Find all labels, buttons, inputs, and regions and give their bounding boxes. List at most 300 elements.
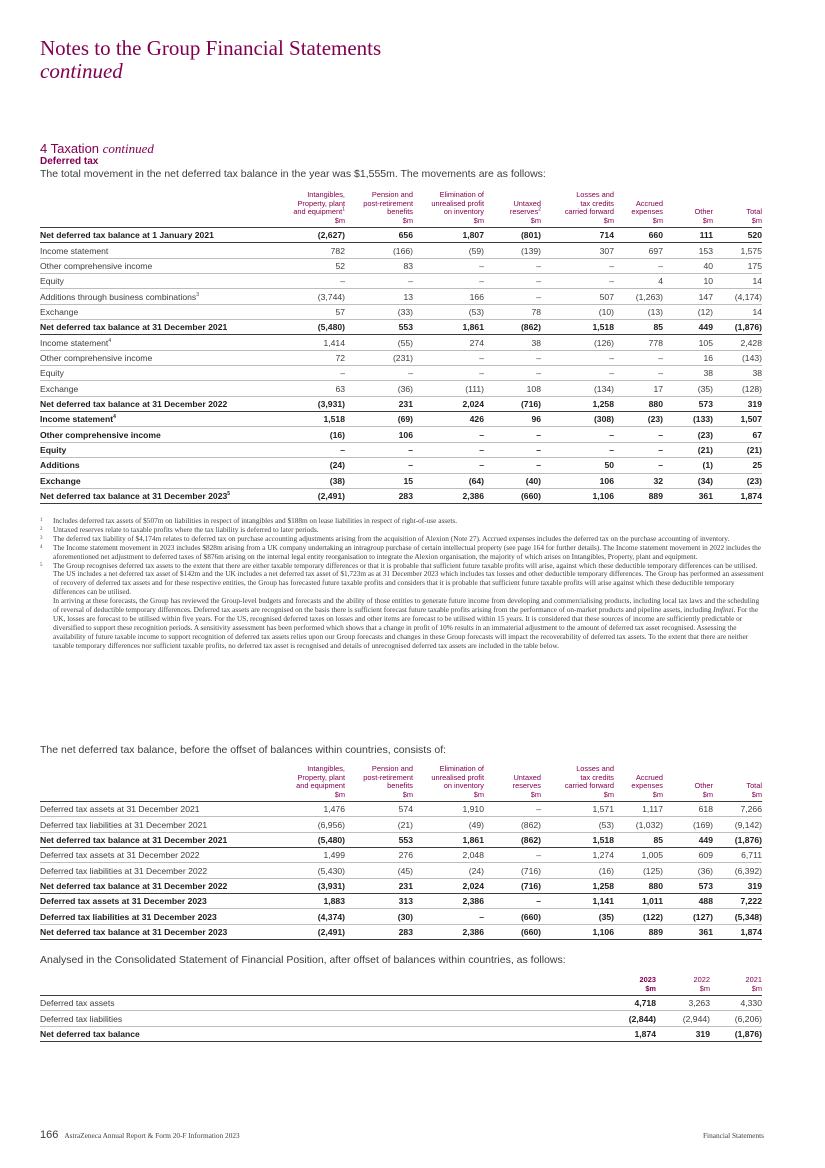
row-label: Income statement	[40, 245, 109, 256]
value-cell: 10	[663, 274, 713, 289]
column-header	[541, 191, 614, 228]
value-cell: (716)	[484, 878, 541, 893]
header-blank	[40, 976, 584, 996]
table-row	[40, 412, 762, 427]
value-cell: –	[614, 458, 663, 473]
value-cell: 553	[345, 832, 413, 847]
value-cell: 1,518	[276, 412, 345, 427]
value-cell: –	[484, 848, 541, 863]
value-cell: (169)	[663, 817, 713, 832]
footnote-number: 4	[40, 544, 43, 550]
row-label: Exchange	[40, 475, 81, 486]
table-row	[40, 848, 762, 863]
row-label: Other comprehensive income	[40, 429, 161, 440]
value-cell: (53)	[413, 304, 484, 319]
header-line: Total	[746, 781, 762, 790]
value-cell: (2,844)	[584, 1011, 656, 1026]
financial-position-table	[40, 976, 762, 1042]
value-cell: –	[345, 458, 413, 473]
value-cell: 573	[663, 878, 713, 893]
table-row	[40, 289, 762, 304]
header-line: post-retirement	[363, 772, 413, 782]
value-cell: 38	[663, 366, 713, 381]
row-label: Exchange	[40, 383, 79, 394]
value-cell: 67	[713, 427, 762, 442]
table-header-row	[40, 765, 762, 802]
net-balance-table	[40, 765, 762, 940]
value-cell: 1,476	[276, 802, 345, 817]
value-cell: (34)	[663, 473, 713, 488]
header-unit: $m	[652, 215, 663, 225]
value-cell: 96	[484, 412, 541, 427]
row-label: Net deferred tax balance at 31 December 2023	[40, 491, 228, 502]
table-row	[40, 1026, 762, 1041]
value-cell: (23)	[614, 412, 663, 427]
header-unit: $m	[334, 215, 345, 225]
value-cell: (36)	[345, 381, 413, 396]
row-label: Deferred tax liabilities at 31 December 2022	[40, 865, 208, 876]
header-line: and equipment	[293, 207, 343, 216]
table-row	[40, 320, 762, 335]
value-cell: 319	[713, 396, 762, 411]
value-cell: (10)	[541, 304, 614, 319]
movements-table	[40, 191, 762, 504]
header-unit: $m	[530, 789, 541, 799]
column-header	[663, 191, 713, 228]
value-cell: (2,627)	[276, 228, 345, 243]
value-cell: (45)	[345, 863, 413, 878]
value-cell: (35)	[541, 909, 614, 924]
value-cell: (134)	[541, 381, 614, 396]
value-cell: 15	[345, 473, 413, 488]
value-cell: 2,024	[413, 396, 484, 411]
footnote-text: Includes deferred tax assets of $507m on liabilities in respect of intangibles and $188m on lease liabilities in respect of right-of-use assets.	[53, 516, 458, 525]
header-line: expenses	[631, 781, 663, 790]
footnote	[40, 562, 764, 598]
value-cell: 78	[484, 304, 541, 319]
paragraph-before-offset: The net deferred tax balance, before the offset of balances within countries, consists of:	[40, 744, 447, 756]
value-cell: 1,499	[276, 848, 345, 863]
table-row	[40, 350, 762, 365]
value-cell: –	[276, 442, 345, 457]
footer-left	[40, 1129, 240, 1142]
footnote-text	[53, 597, 764, 650]
value-cell: –	[541, 442, 614, 457]
column-header	[614, 765, 663, 802]
value-cell: –	[413, 909, 484, 924]
header-line: Pension and	[371, 764, 413, 773]
column-header	[614, 191, 663, 228]
row-label: Exchange	[40, 306, 79, 317]
intro-text: The total movement in the net deferred tax balance in the year was $1,555m. The movements are as follows:	[40, 168, 546, 180]
row-label-cell	[40, 350, 276, 365]
value-cell: 85	[614, 320, 663, 335]
table-row	[40, 258, 762, 273]
year-column-header	[656, 976, 710, 996]
page-subtitle: continued	[40, 59, 123, 83]
value-cell: –	[541, 274, 614, 289]
value-cell: 426	[413, 412, 484, 427]
header-line: Property, plant	[297, 198, 345, 208]
header-line: on inventory	[443, 207, 484, 216]
table-row	[40, 458, 762, 473]
publication-title: AstraZeneca Annual Report & Form 20-F Information 2023	[64, 1131, 240, 1140]
column-header	[663, 765, 713, 802]
value-cell: (6,206)	[710, 1011, 762, 1026]
value-cell: 1,258	[541, 878, 614, 893]
value-cell: (166)	[345, 243, 413, 258]
value-cell: –	[413, 258, 484, 273]
header-unit: $m	[702, 215, 713, 225]
value-cell: –	[484, 442, 541, 457]
header-line: Untaxed	[513, 772, 541, 782]
table-row	[40, 427, 762, 442]
table-row	[40, 817, 762, 832]
value-cell: (126)	[541, 335, 614, 350]
value-cell: –	[484, 366, 541, 381]
value-cell: (64)	[413, 473, 484, 488]
value-cell: (716)	[484, 863, 541, 878]
column-header	[713, 191, 762, 228]
row-label: Net deferred tax balance at 31 December 2023	[40, 926, 228, 937]
table-row	[40, 442, 762, 457]
header-line: Elimination of	[439, 764, 484, 773]
header-line: carried forward	[564, 781, 614, 790]
value-cell: 3,263	[656, 996, 710, 1011]
value-cell: –	[541, 366, 614, 381]
section-title: 4 Taxation	[40, 141, 100, 156]
header-line: unrealised profit	[431, 198, 484, 208]
row-label: Equity	[40, 276, 64, 287]
value-cell: (660)	[484, 924, 541, 939]
value-cell: 1,117	[614, 802, 663, 817]
header-unit: $m	[751, 983, 762, 993]
table-row	[40, 243, 762, 258]
row-label-cell	[40, 878, 276, 893]
value-cell: –	[276, 274, 345, 289]
table-row	[40, 488, 762, 503]
header-blank	[40, 191, 276, 228]
header-unit: $m	[699, 983, 710, 993]
value-cell: (6,956)	[276, 817, 345, 832]
value-cell: 4,718	[584, 996, 656, 1011]
header-line: Intangibles,	[307, 190, 345, 199]
row-label: Net deferred tax balance at 31 December 2021	[40, 834, 228, 845]
value-cell: (49)	[413, 817, 484, 832]
footnote-marker: 5	[227, 491, 231, 498]
column-header	[413, 191, 484, 228]
value-cell: (308)	[541, 412, 614, 427]
value-cell: –	[413, 350, 484, 365]
row-label: Other comprehensive income	[40, 352, 153, 363]
value-cell: 782	[276, 243, 345, 258]
value-cell: (16)	[276, 427, 345, 442]
table-row	[40, 274, 762, 289]
value-cell: –	[541, 427, 614, 442]
header-unit: $m	[751, 789, 762, 799]
table-row	[40, 396, 762, 411]
table-row	[40, 894, 762, 909]
row-label-cell	[40, 863, 276, 878]
value-cell: (111)	[413, 381, 484, 396]
row-label-cell	[40, 442, 276, 457]
value-cell: 778	[614, 335, 663, 350]
value-cell: (55)	[345, 335, 413, 350]
value-cell: (38)	[276, 473, 345, 488]
value-cell: (127)	[663, 909, 713, 924]
value-cell: 153	[663, 243, 713, 258]
header-line: post-retirement	[363, 198, 413, 208]
value-cell: 319	[656, 1026, 710, 1041]
table-row	[40, 802, 762, 817]
header-line: benefits	[387, 781, 413, 790]
section-continued: continued	[102, 141, 154, 156]
value-cell: 1,106	[541, 488, 614, 503]
column-header	[484, 765, 541, 802]
value-cell: (1,876)	[713, 320, 762, 335]
value-cell: –	[413, 458, 484, 473]
row-label: Income statement	[40, 337, 109, 348]
value-cell: 2,386	[413, 924, 484, 939]
header-year: 2021	[745, 975, 762, 984]
value-cell: 57	[276, 304, 345, 319]
value-cell: (69)	[345, 412, 413, 427]
footnote-number: 5	[40, 562, 43, 568]
column-header	[345, 191, 413, 228]
row-label: Net deferred tax balance at 31 December 2021	[40, 322, 228, 333]
value-cell: (660)	[484, 488, 541, 503]
row-label-cell	[40, 258, 276, 273]
row-label: Equity	[40, 368, 64, 379]
header-year: 2022	[693, 975, 710, 984]
header-line: unrealised profit	[431, 772, 484, 782]
header-unit: $m	[702, 789, 713, 799]
value-cell: (23)	[713, 473, 762, 488]
value-cell: 507	[541, 289, 614, 304]
value-cell: 7,222	[713, 894, 762, 909]
table-row	[40, 304, 762, 319]
value-cell: 319	[713, 878, 762, 893]
table-row	[40, 381, 762, 396]
value-cell: (862)	[484, 832, 541, 847]
value-cell: 166	[413, 289, 484, 304]
value-cell: 111	[663, 228, 713, 243]
row-label-cell	[40, 848, 276, 863]
value-cell: 1,861	[413, 320, 484, 335]
header-line: Other	[694, 207, 713, 216]
value-cell: (5,480)	[276, 320, 345, 335]
header-unit: $m	[402, 789, 413, 799]
value-cell: 175	[713, 258, 762, 273]
value-cell: (716)	[484, 396, 541, 411]
column-header	[413, 765, 484, 802]
header-line: and equipment	[296, 781, 345, 790]
value-cell: (12)	[663, 304, 713, 319]
footnote-number: 2	[40, 526, 43, 532]
value-cell: (24)	[276, 458, 345, 473]
value-cell: (2,491)	[276, 488, 345, 503]
value-cell: 13	[345, 289, 413, 304]
value-cell: (5,348)	[713, 909, 762, 924]
value-cell: 1,883	[276, 894, 345, 909]
row-label: Deferred tax assets at 31 December 2022	[40, 850, 200, 861]
value-cell: –	[614, 350, 663, 365]
footnote-text-part: . For the UK, losses are forecast to be utilised within five years. For the US, recognised deferred taxes on losses and other items are forecast to be utilised within 15 years. It is considered that these sources of income are sufficiently predictable or diversified to support these recognition periods. A sensitivity assessment has been performed which shows that a change in profit of 10% results in an immaterial adjustment to the amount of deferred tax asset recognised. Assessing the availability of future taxable income to support recognition of deferred tax assets relies upon our Group forecasts and changes in these Group forecasts will impact the recoverability of deferred tax assets. To the extent that there are neither taxable temporary differences nor sufficient taxable profits, no deferred tax asset is recognised and details of unrecognised deferred tax assets are included in the table below.	[53, 605, 759, 650]
row-label: Net deferred tax balance at 31 December 2022	[40, 880, 228, 891]
value-cell: 72	[276, 350, 345, 365]
value-cell: (21)	[663, 442, 713, 457]
footnote-marker: 4	[108, 337, 112, 344]
value-cell: (801)	[484, 228, 541, 243]
value-cell: (862)	[484, 817, 541, 832]
value-cell: (3,931)	[276, 396, 345, 411]
header-line: Total	[746, 207, 762, 216]
header-line: Property, plant	[297, 772, 345, 782]
value-cell: 1,910	[413, 802, 484, 817]
row-label: Net deferred tax balance at 31 December 2022	[40, 398, 228, 409]
value-cell: 2,048	[413, 848, 484, 863]
value-cell: 880	[614, 396, 663, 411]
year-column-header	[710, 976, 762, 996]
value-cell: 609	[663, 848, 713, 863]
value-cell: 618	[663, 802, 713, 817]
table-header-row	[40, 976, 762, 996]
value-cell: (143)	[713, 350, 762, 365]
header-line: Untaxed	[513, 198, 541, 208]
year-column-header	[584, 976, 656, 996]
value-cell: 63	[276, 381, 345, 396]
column-header	[276, 191, 345, 228]
row-label: Deferred tax assets	[40, 996, 584, 1011]
footnote-marker: 1	[342, 206, 345, 213]
value-cell: 4	[614, 274, 663, 289]
value-cell: 697	[614, 243, 663, 258]
value-cell: 2,024	[413, 878, 484, 893]
row-label: Net deferred tax balance at 1 January 2021	[40, 230, 214, 241]
value-cell: (128)	[713, 381, 762, 396]
value-cell: 880	[614, 878, 663, 893]
value-cell: 449	[663, 832, 713, 847]
table-row	[40, 878, 762, 893]
header-unit: $m	[530, 215, 541, 225]
value-cell: –	[413, 366, 484, 381]
value-cell: 714	[541, 228, 614, 243]
value-cell: (4,374)	[276, 909, 345, 924]
value-cell: 283	[345, 924, 413, 939]
value-cell: (30)	[345, 909, 413, 924]
value-cell: (13)	[614, 304, 663, 319]
value-cell: –	[541, 258, 614, 273]
value-cell: –	[484, 274, 541, 289]
footnotes	[40, 517, 764, 651]
footnote-text-part: In arriving at these forecasts, the Group has reviewed the Group-level budgets and forecasts and the ability of those entities to generate future income from developing and commercialising products, including local tax laws and the scheduling of reversal of deductible temporary differences. Deferred tax assets are recognised on the basis there is sufficient forecast future taxable profits arising from the performance of on-market products and pipeline assets, including	[53, 596, 760, 615]
value-cell: (125)	[614, 863, 663, 878]
row-label: Additions	[40, 460, 80, 471]
value-cell: –	[541, 350, 614, 365]
table-row	[40, 335, 762, 350]
value-cell: (1,876)	[710, 1026, 762, 1041]
value-cell: 108	[484, 381, 541, 396]
header-unit: $m	[473, 789, 484, 799]
header-line: reserves	[509, 207, 539, 216]
row-label-cell	[40, 427, 276, 442]
value-cell: (862)	[484, 320, 541, 335]
row-label-cell	[40, 274, 276, 289]
column-header	[484, 191, 541, 228]
table-row	[40, 1011, 762, 1026]
page-title: Notes to the Group Financial Statements	[40, 36, 382, 60]
value-cell: 1,507	[713, 412, 762, 427]
value-cell: 1,518	[541, 320, 614, 335]
footnote-text: Untaxed reserves relate to taxable profits where the tax liability is deferred to later periods.	[53, 524, 319, 534]
header-year: 2023	[639, 975, 656, 984]
value-cell: (53)	[541, 817, 614, 832]
value-cell: –	[484, 289, 541, 304]
value-cell: –	[484, 458, 541, 473]
row-label-cell	[40, 817, 276, 832]
row-label-cell	[40, 289, 276, 304]
value-cell: (16)	[541, 863, 614, 878]
header-line: Accrued	[635, 198, 663, 208]
value-cell: 2,386	[413, 488, 484, 503]
row-label: Other comprehensive income	[40, 260, 153, 271]
row-label: Net deferred tax balance	[40, 1026, 584, 1041]
header-unit: $m	[603, 789, 614, 799]
value-cell: 85	[614, 832, 663, 847]
value-cell: (2,944)	[656, 1011, 710, 1026]
value-cell: 1,807	[413, 228, 484, 243]
table-row	[40, 924, 762, 939]
value-cell: 38	[713, 366, 762, 381]
row-label-cell	[40, 412, 276, 427]
value-cell: 520	[713, 228, 762, 243]
value-cell: (35)	[663, 381, 713, 396]
value-cell: 488	[663, 894, 713, 909]
header-unit: $m	[652, 789, 663, 799]
value-cell: (4,174)	[713, 289, 762, 304]
value-cell: –	[484, 258, 541, 273]
table-row	[40, 996, 762, 1011]
footnote-text: The Income statement movement in 2023 includes $828m arising from a UK company undertaking an intragroup purchase of certain intellectual property (see page 164 for further details). The Income statement movement in 2022 includes the aforementioned net adjustment to deferred taxes of $876m arising on the internal legal entity reorganisation to integrate the Alexion organisation, the majority of which arises on Intangibles, Property, plant and equipment.	[53, 542, 762, 561]
paragraph-after-offset: Analysed in the Consolidated Statement of Financial Position, after offset of balances within countries, as follows:	[40, 954, 566, 966]
value-cell: (3,931)	[276, 878, 345, 893]
value-cell: 656	[345, 228, 413, 243]
footnote-marker: 2	[538, 206, 541, 213]
footnote-text: The deferred tax liability of $4,174m relates to deferred tax on purchase accounting adjustments arising from the acquisition of Alexion (Note 27). Accrued expenses includes the deferred tax on the purchase accounting of inventory.	[53, 533, 730, 543]
value-cell: –	[484, 894, 541, 909]
value-cell: (1,032)	[614, 817, 663, 832]
row-label-cell	[40, 381, 276, 396]
subheading-deferred-tax: Deferred tax	[40, 156, 99, 167]
value-cell: (5,430)	[276, 863, 345, 878]
row-label: Deferred tax liabilities	[40, 1011, 584, 1026]
value-cell: 1,005	[614, 848, 663, 863]
value-cell: 106	[345, 427, 413, 442]
value-cell: (1,263)	[614, 289, 663, 304]
value-cell: 1,274	[541, 848, 614, 863]
value-cell: –	[614, 366, 663, 381]
value-cell: 307	[541, 243, 614, 258]
header-line: tax credits	[580, 198, 614, 208]
value-cell: 50	[541, 458, 614, 473]
header-line: Losses and	[576, 764, 614, 773]
value-cell: 573	[663, 396, 713, 411]
header-line: on inventory	[443, 781, 484, 790]
value-cell: 361	[663, 924, 713, 939]
value-cell: –	[345, 442, 413, 457]
footnote-number: 1	[40, 518, 43, 523]
header-line: Intangibles,	[307, 764, 345, 773]
